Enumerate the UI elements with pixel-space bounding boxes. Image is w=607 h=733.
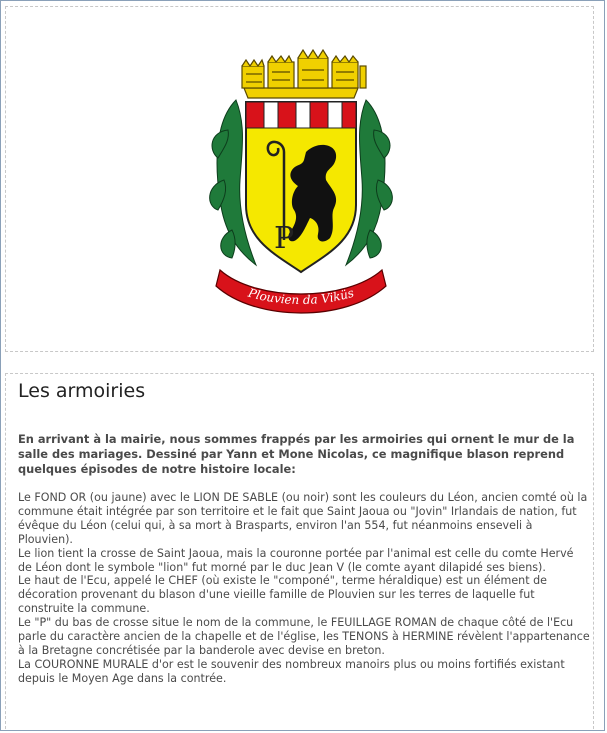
coat-of-arms-panel [5,6,594,352]
coat-of-arms-image [206,40,396,335]
shield-letter: P [274,221,295,256]
paragraph: Le "P" du bas de crosse situe le nom de la commune, le FEUILLAGE ROMAN de chaque côté de l'Ecu parle du caractère ancien de la chapelle et de l'église, les TENONS à HERMINE révèlent l'appartenance à la Bretagne concrétisée par la banderole avec devise en breton. [18,616,590,657]
motto-banner [216,270,386,313]
intro-paragraph: En arrivant à la mairie, nous sommes frappés par les armoiries qui ornent le mur de la salle des mariages. Dessiné par Yann et Mone Nicolas, ce magnifique blason reprend quelques épisodes de notre histoire locale: [18,432,575,476]
armoiries-section [5,373,594,729]
mural-crown-icon [242,50,366,98]
paragraph: La COURONNE MURALE d'or est le souvenir des nombreux manoirs plus ou moins fortifiés existant depuis le Moyen Age dans la contrée. [18,657,565,685]
paragraph: Le haut de l'Ecu, appelé le CHEF (où existe le "componé", terme héraldique) est un élément de décoration provenant du blason d'une vieille famille de Plouvien sur les terres de laquelle fut construite la commune. [18,574,547,616]
chief-compony-icon [246,102,356,128]
section-title: Les armoiries [18,380,146,402]
paragraph: Le FOND OR (ou jaune) avec le LION DE SABLE (ou noir) sont les couleurs du Léon, ancien comté où la commune était intégrée par son territoire et le fait que Saint Jaoua ou "Jovin" Irlandais de nation, fut évêque du Léon (celui qui, à sa mort à Brasparts, environ l'an 554, fut néanmoins enseveli à Plouvien). [18,491,588,546]
paragraph: Le lion tient la crosse de Saint Jaoua, mais la couronne portée par l'animal est celle du comte Hervé de Léon dont le symbole "lion" fut morné par le duc Jean V (le comte ayant dilapidé ses biens). [18,546,574,574]
body-text [18,491,590,686]
banner-text: Plouvien da Viküs [246,285,356,308]
